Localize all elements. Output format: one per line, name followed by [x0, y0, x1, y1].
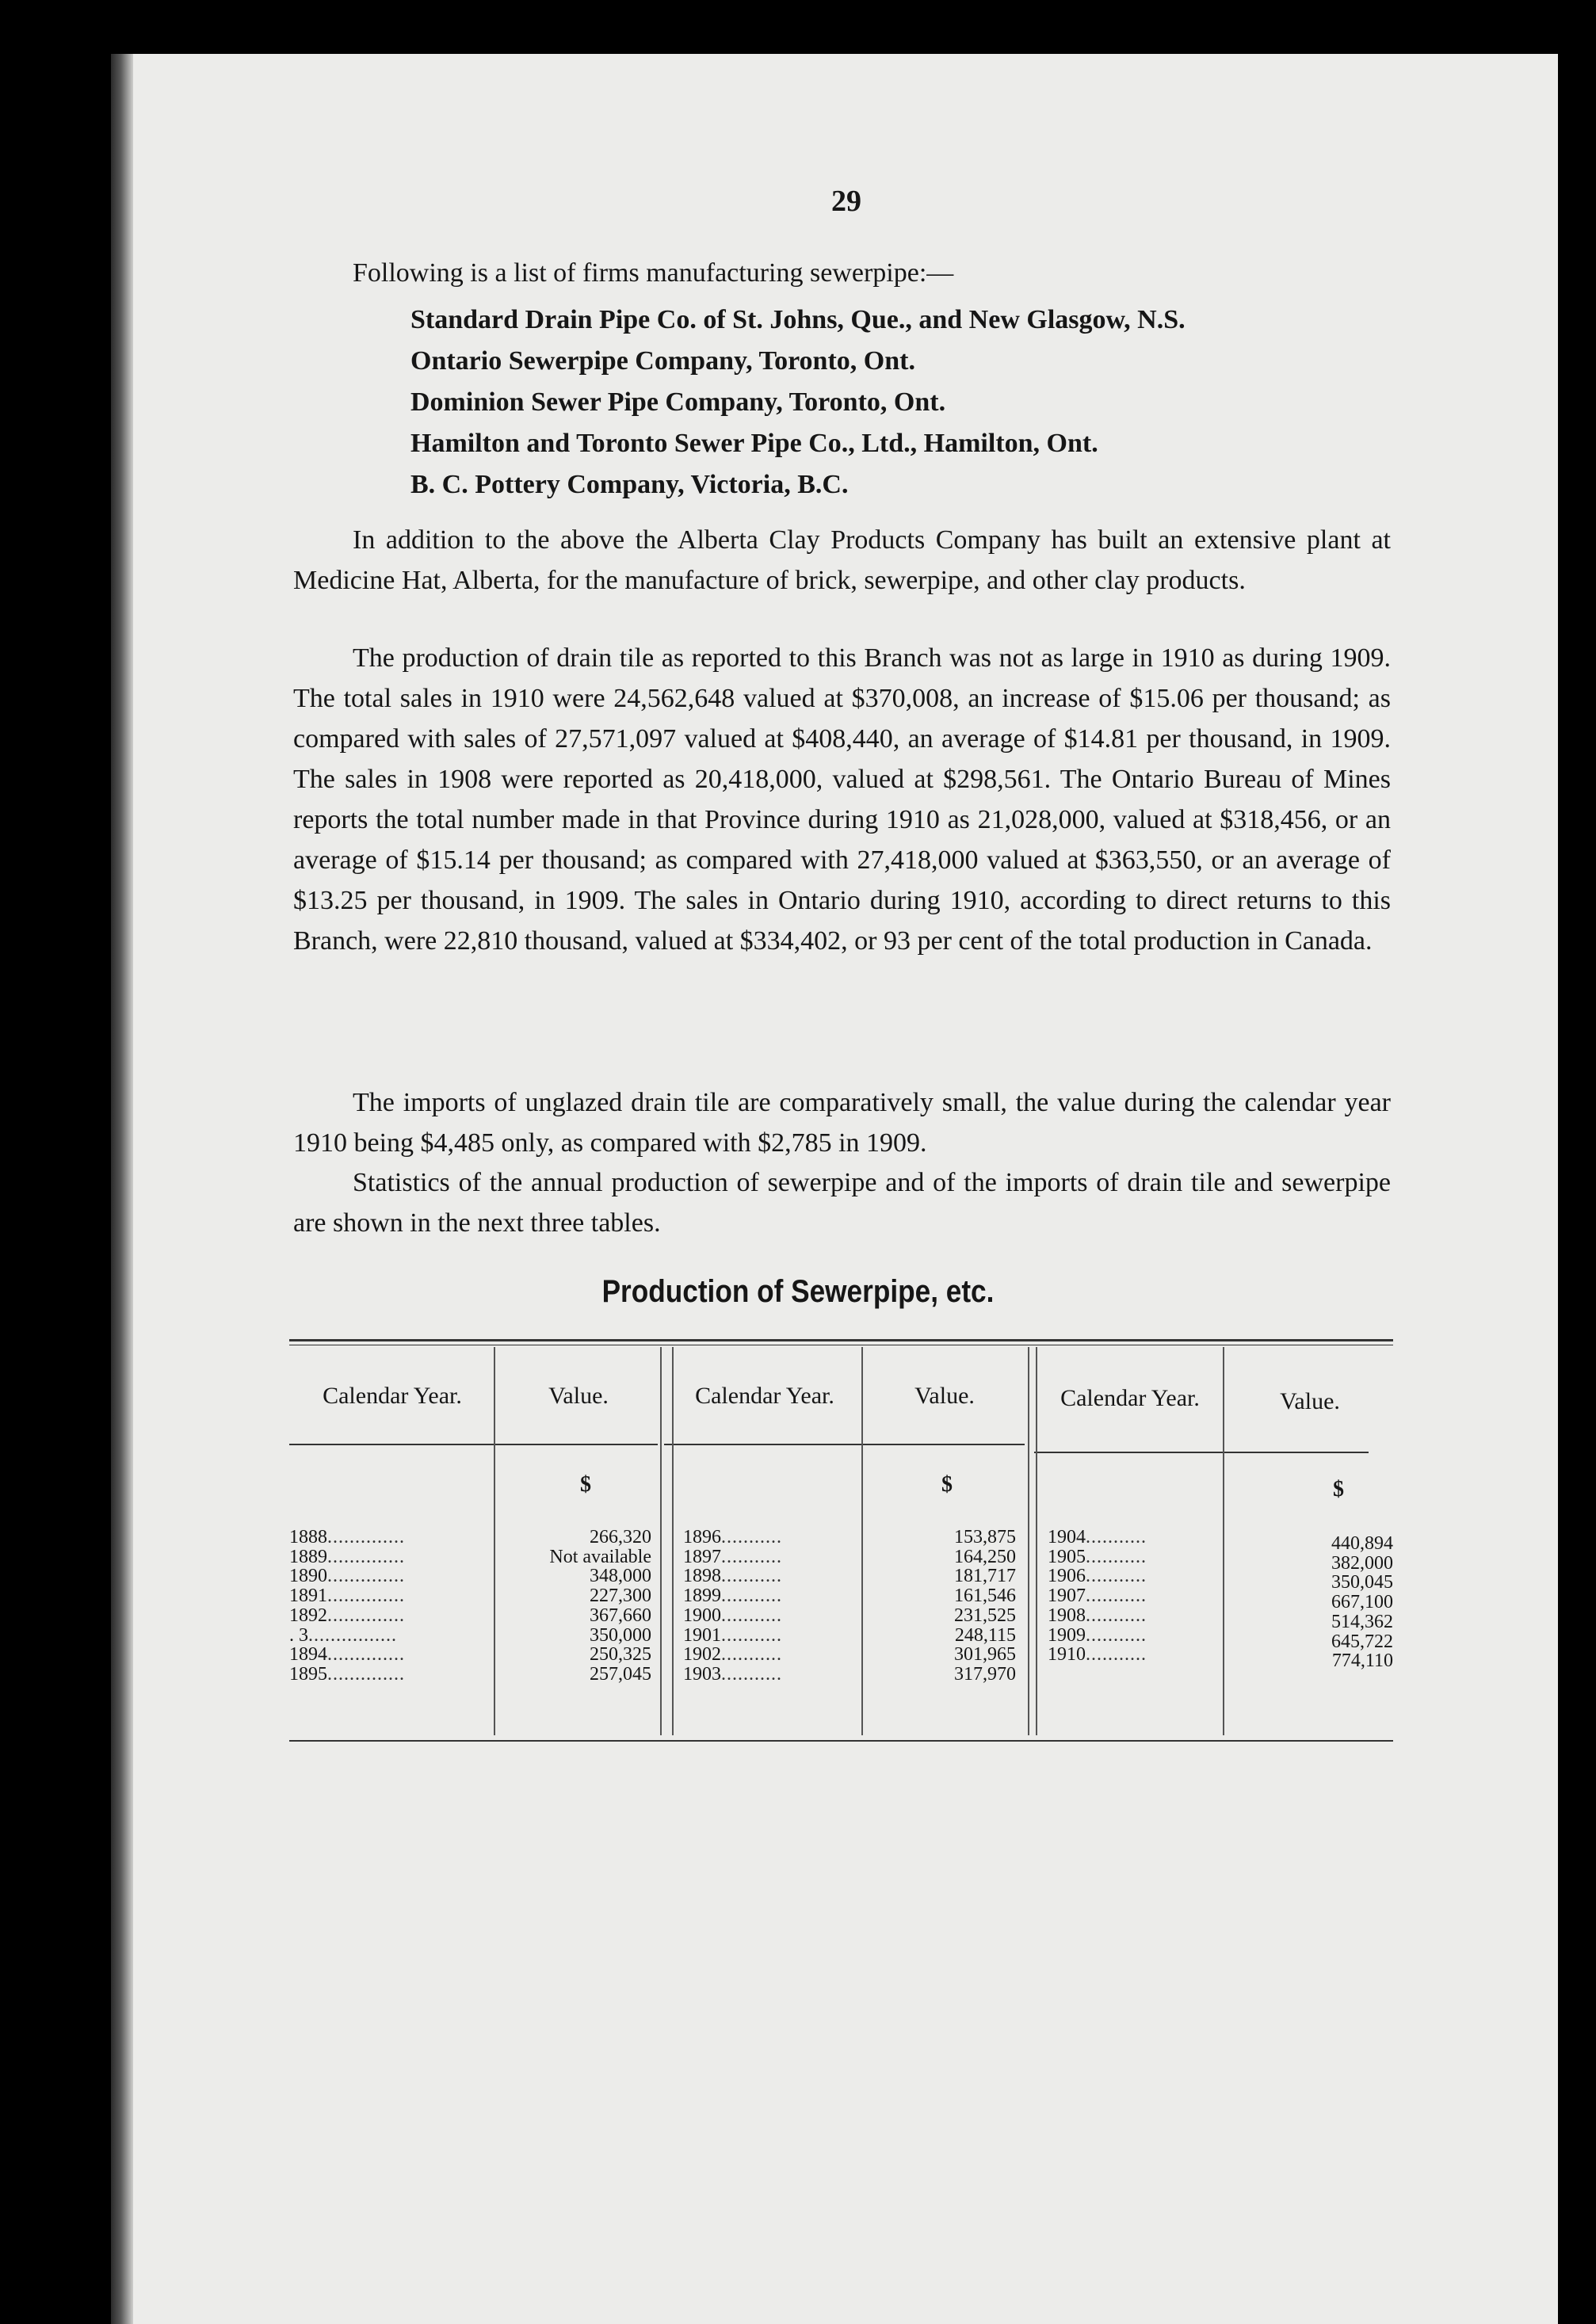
year-cell: 1897 — [683, 1547, 721, 1567]
year-cell: 1903 — [683, 1664, 721, 1685]
table-row: 1891.............. — [289, 1586, 405, 1606]
year-cell: 1910 — [1048, 1645, 1086, 1665]
year-cell: 1907 — [1048, 1586, 1086, 1606]
header-value-1: Value. — [548, 1383, 609, 1409]
value-cell: 231,525 — [954, 1605, 1016, 1626]
table-row: 1900........... — [683, 1605, 782, 1626]
header-rule-2 — [664, 1444, 1025, 1445]
year-column-3 — [1048, 1528, 1220, 1665]
value-cell: 257,045 — [590, 1663, 651, 1685]
table-row: 1898........... — [683, 1567, 782, 1587]
table-row: 1910........... — [1048, 1645, 1147, 1665]
value-cell: 645,722 — [1331, 1631, 1393, 1652]
year-column-2 — [683, 1528, 859, 1685]
table-row: 1889.............. — [289, 1547, 405, 1567]
header-value-2: Value. — [914, 1383, 975, 1409]
year-cell: 1908 — [1048, 1605, 1086, 1626]
header-calendar-year-3: Calendar Year. — [1060, 1385, 1200, 1411]
year-cell: 1896 — [683, 1528, 721, 1547]
paragraph-imports: The imports of unglazed drain tile are comparatively small, the value during the calendar year 1910 being $4,485 only, as compared with $2,785 in 1909. — [293, 1088, 1391, 1158]
table-row: 1906........... — [1048, 1567, 1147, 1587]
column-divider — [494, 1347, 495, 1735]
table-row: 1897........... — [683, 1547, 782, 1567]
year-cell: 1899 — [683, 1586, 721, 1606]
value-cell: 440,894 — [1331, 1533, 1393, 1554]
table-row: 1903........... — [683, 1664, 782, 1685]
header-calendar-year-1: Calendar Year. — [323, 1383, 462, 1409]
table-row: 1904........... — [1048, 1528, 1147, 1547]
paragraph-alberta: In addition to the above the Alberta Clay Products Company has built an extensive plant at Medicine Hat, Alberta, for the manufacture of brick, sewerpipe, and other clay products. — [293, 525, 1391, 595]
table-row: 1902........... — [683, 1645, 782, 1665]
value-cell: 301,965 — [954, 1644, 1016, 1666]
year-cell: 1905 — [1048, 1547, 1086, 1567]
table-top-rule — [289, 1339, 1393, 1341]
column-divider — [1223, 1347, 1224, 1735]
year-cell: 1890 — [289, 1567, 327, 1587]
table-row: 1907........... — [1048, 1586, 1147, 1606]
year-cell: 1909 — [1048, 1625, 1086, 1646]
table-row: 1908........... — [1048, 1605, 1147, 1626]
value-cell: 266,320 — [590, 1527, 651, 1547]
header-calendar-year-2: Calendar Year. — [695, 1383, 834, 1409]
value-cell: 181,717 — [954, 1566, 1016, 1587]
table-row: 1909........... — [1048, 1625, 1147, 1646]
firms-intro: Following is a list of firms manufacturing sewerpipe:— — [353, 258, 954, 288]
value-cell: 250,325 — [590, 1644, 651, 1666]
value-cell: 514,362 — [1331, 1611, 1393, 1632]
value-cell: 161,546 — [954, 1586, 1016, 1607]
table-bottom-rule — [289, 1740, 1393, 1742]
value-cell: 350,000 — [590, 1624, 651, 1646]
table-row: 1892.............. — [289, 1605, 405, 1626]
unit-label: $ — [580, 1472, 591, 1497]
table-row: 1899........... — [683, 1586, 782, 1606]
header-rule-1 — [289, 1444, 658, 1445]
year-cell: 1894 — [289, 1645, 327, 1665]
column-divider — [1028, 1347, 1029, 1735]
value-cell: 348,000 — [590, 1566, 651, 1587]
value-cell: Not available — [549, 1546, 651, 1567]
table-row: 1895.............. — [289, 1664, 405, 1685]
table-row: . 3................ — [289, 1625, 397, 1646]
year-cell: 1904 — [1048, 1528, 1086, 1547]
header-rule-3 — [1034, 1452, 1369, 1453]
value-cell: 248,115 — [954, 1624, 1016, 1646]
value-column-3 — [1236, 1534, 1393, 1671]
year-cell: 1891 — [289, 1586, 327, 1606]
value-cell: 317,970 — [954, 1663, 1016, 1685]
year-cell: 1906 — [1048, 1567, 1086, 1587]
year-cell: 1901 — [683, 1625, 721, 1646]
table-row: 1896........... — [683, 1528, 782, 1547]
year-cell: 1900 — [683, 1605, 721, 1626]
year-cell: 1892 — [289, 1605, 327, 1626]
unit-label: $ — [1333, 1477, 1344, 1502]
column-divider — [660, 1347, 662, 1735]
value-cell: 367,660 — [590, 1605, 651, 1626]
column-divider — [861, 1347, 863, 1735]
paragraph-drain-tile: The production of drain tile as reported to this Branch was not as large in 1910 as during 1909. The total sales in 1910 were 24,562,648 valued at $370,008, an increase of $15.06 per thousand; as compared with sales of 27,571,097 valued at $408,440, an average of $14.81 per thousand, in 1909. The sales in 1908 were reported as 20,418,000, valued at $298,561. The Ontario Bureau of Mines reports the total number made in that Province during 1910 as 21,028,000, valued at $318,456, or an average of $15.14 per thousand; as compared with 27,418,000 valued at $363,550, or an average of $13.25 per thousand, in 1909. The sales in Ontario during 1910, according to direct returns to this Branch, were 22,810 thousand, valued at $334,402, or 93 per cent of the total production in Canada. — [293, 643, 1391, 956]
value-column-2 — [865, 1528, 1016, 1685]
value-cell: 153,875 — [954, 1527, 1016, 1547]
year-cell: 1889 — [289, 1547, 327, 1567]
firm-item: B. C. Pottery Company, Victoria, B.C. — [410, 470, 849, 499]
table-title: Production of Sewerpipe, etc. — [601, 1274, 995, 1309]
value-cell: 774,110 — [1331, 1650, 1393, 1672]
year-column-1 — [289, 1528, 491, 1685]
year-cell: 1898 — [683, 1567, 721, 1587]
table-row: 1894.............. — [289, 1645, 405, 1665]
value-cell: 164,250 — [954, 1546, 1016, 1567]
firm-item: Ontario Sewerpipe Company, Toronto, Ont. — [410, 346, 915, 376]
header-value-3: Value. — [1280, 1388, 1340, 1414]
value-cell: 382,000 — [1331, 1552, 1393, 1574]
unit-label: $ — [941, 1472, 953, 1497]
firms-list — [410, 300, 1186, 506]
page-number: 29 — [831, 185, 861, 218]
column-divider — [1036, 1347, 1037, 1735]
table-row: 1901........... — [683, 1625, 782, 1646]
year-cell: 1902 — [683, 1645, 721, 1665]
value-cell: 227,300 — [590, 1586, 651, 1607]
value-column-1 — [496, 1528, 651, 1685]
year-cell: 1888 — [289, 1528, 327, 1547]
year-cell: . 3 — [289, 1625, 308, 1646]
firm-item: Dominion Sewer Pipe Company, Toronto, Ont. — [410, 387, 946, 417]
page-binding-shadow — [111, 54, 133, 2324]
paragraph-statistics: Statistics of the annual production of sewerpipe and of the imports of drain tile and sewerpipe are shown in the next three tables. — [293, 1168, 1391, 1238]
value-cell: 667,100 — [1331, 1592, 1393, 1613]
table-row: 1888.............. — [289, 1528, 405, 1547]
firm-item: Hamilton and Toronto Sewer Pipe Co., Ltd., Hamilton, Ont. — [410, 429, 1098, 458]
value-cell: 350,045 — [1331, 1572, 1393, 1593]
table-row: 1890.............. — [289, 1567, 405, 1587]
table-row: 1905........... — [1048, 1547, 1147, 1567]
year-cell: 1895 — [289, 1664, 327, 1685]
firm-item: Standard Drain Pipe Co. of St. Johns, Que., and New Glasgow, N.S. — [410, 305, 1186, 334]
